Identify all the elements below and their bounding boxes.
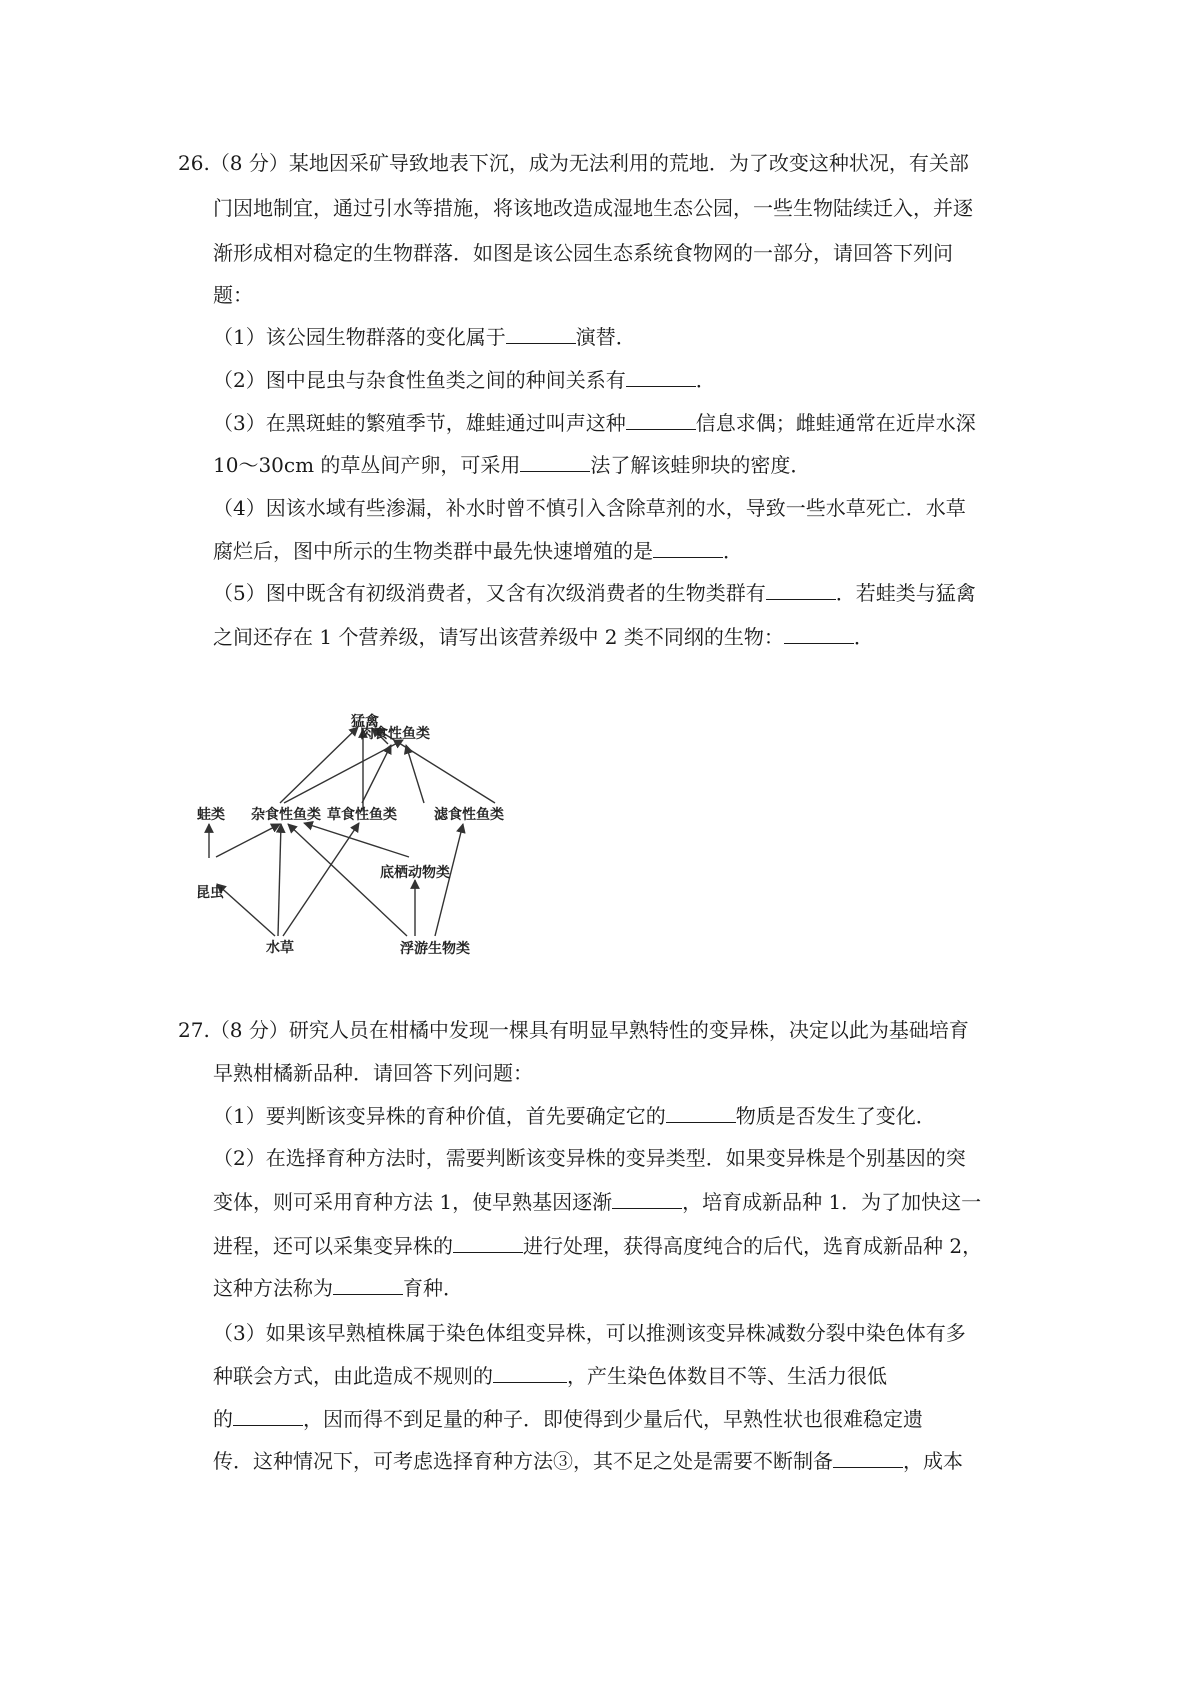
q27-part-3-line-3: 的 ，因而得不到足量的种子．即使得到少量后代，早熟性状也很难稳定遗 [213, 1407, 923, 1431]
q27-number: 27. [178, 1018, 210, 1042]
node-benthos: 底栖动物类 [380, 865, 450, 881]
q26-part-5-line-1: （5）图中既含有初级消费者，又含有次级消费者的生物类群有 ．若蛙类与猛禽 [213, 581, 976, 605]
q27-score: （8 分） [209, 1018, 289, 1042]
q26-stem-line-2: 门因地制宜，通过引水等措施，将该地改造成湿地生态公园，一些生物陆续迁入，并逐 [213, 196, 973, 220]
answer-blank [653, 537, 723, 558]
q26-part-1: （1）该公园生物群落的变化属于 演替． [213, 325, 636, 349]
q27-part-2-line-2: 变体，则可采用育种方法 1，使早熟基因逐渐 ，培育成新品种 1．为了加快这一 [213, 1190, 982, 1214]
node-insects: 昆虫 [196, 885, 224, 901]
q27-stem-line-1: 27.（8 分）研究人员在柑橘中发现一棵具有明显早熟特性的变异株，决定以此为基础培育 [178, 1018, 969, 1042]
q27-part-2-line-1: （2）在选择育种方法时，需要判断该变异株的变异类型．如果变异株是个别基因的突 [213, 1146, 966, 1170]
q27-part-3-line-4: 传．这种情况下，可考虑选择育种方法③，其不足之处是需要不断制备 ，成本 [213, 1449, 963, 1473]
q26-stem-line-3: 渐形成相对稳定的生物群落．如图是该公园生态系统食物网的一部分，请回答下列问 [213, 241, 953, 265]
q26-stem-line-1: 26.（8 分）某地因采矿导致地表下沉，成为无法利用的荒地．为了改变这种状况，有关部 [178, 151, 969, 175]
answer-blank [626, 366, 696, 387]
answer-blank [833, 1447, 903, 1468]
answer-blank [493, 1362, 567, 1383]
answer-blank [333, 1274, 403, 1295]
answer-blank [612, 1188, 682, 1209]
q26-part-4-line-2: 腐烂后，图中所示的生物类群中最先快速增殖的是 ． [213, 539, 743, 563]
node-waterweed: 水草 [266, 940, 294, 956]
q26-part-5-line-2: 之间还存在 1 个营养级，请写出该营养级中 2 类不同纲的生物： ． [213, 625, 874, 649]
node-plankton: 浮游生物类 [400, 941, 470, 957]
q26-part-3-line-1: （3）在黑斑蛙的繁殖季节，雄蛙通过叫声这种 信息求偶；雌蛙通常在近岸水深 [213, 411, 976, 435]
q26-part-3-line-2: 10～30cm 的草丛间产卵，可采用 法了解该蛙卵块的密度． [213, 453, 811, 477]
node-omnivorous-fish: 杂食性鱼类 [251, 807, 321, 823]
q27-part-3-line-2: 种联会方式，由此造成不规则的 ，产生染色体数目不等、生活力很低 [213, 1364, 887, 1388]
node-filter-feeding-fish: 滤食性鱼类 [434, 807, 504, 823]
answer-blank [626, 409, 696, 430]
q27-part-3-line-1: （3）如果该早熟植株属于染色体组变异株，可以推测该变异株减数分裂中染色体有多 [213, 1321, 966, 1345]
node-carnivorous-fish: 肉食性鱼类 [360, 726, 430, 742]
q26-part-2: （2）图中昆虫与杂食性鱼类之间的种间关系有 ． [213, 368, 716, 392]
answer-blank [506, 323, 576, 344]
q26-stem-line-4: 题： [213, 283, 253, 307]
answer-blank [766, 579, 836, 600]
answer-blank [233, 1405, 303, 1426]
answer-blank [784, 623, 854, 644]
q27-part-2-line-3: 进程，还可以采集变异株的 进行处理，获得高度纯合的后代，选育成新品种 2， [213, 1234, 983, 1258]
food-web-diagram [196, 714, 550, 1020]
answer-blank [520, 451, 590, 472]
q26-score: （8 分） [209, 151, 289, 175]
q27-stem-line-2: 早熟柑橘新品种．请回答下列问题： [213, 1061, 533, 1085]
q27-part-2-line-4: 这种方法称为 育种． [213, 1276, 463, 1300]
node-herbivorous-fish: 草食性鱼类 [327, 807, 397, 823]
answer-blank [666, 1102, 736, 1123]
node-raptors: 猛禽 [351, 714, 379, 730]
q27-part-1: （1）要判断该变异株的育种价值，首先要确定它的 物质是否发生了变化． [213, 1104, 936, 1128]
q26-number: 26. [178, 151, 210, 175]
answer-blank [453, 1232, 523, 1253]
food-web-arrows [209, 727, 495, 936]
node-frogs: 蛙类 [197, 807, 225, 823]
q26-part-4-line-1: （4）因该水域有些渗漏，补水时曾不慎引入含除草剂的水，导致一些水草死亡．水草 [213, 496, 966, 520]
